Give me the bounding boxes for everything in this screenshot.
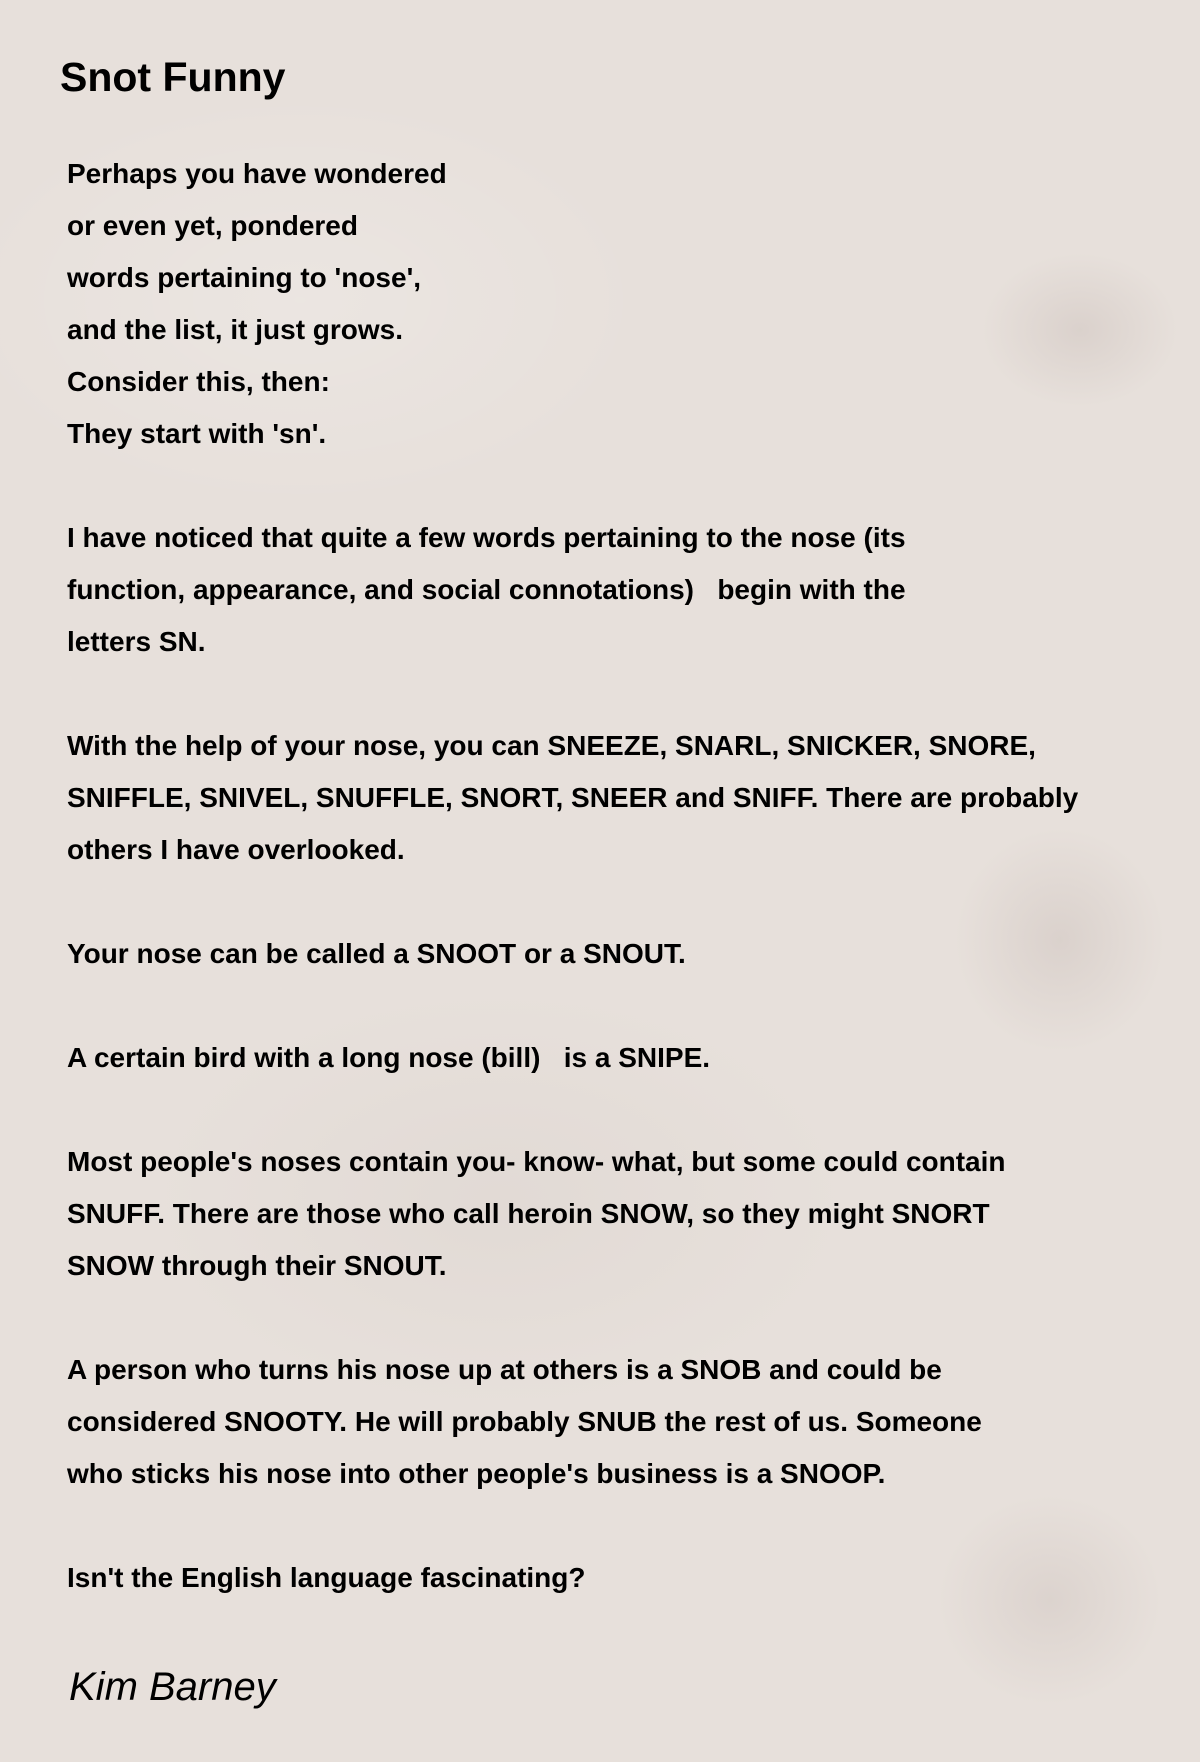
poem-line: Most people's noses contain you- know- what, but some could contain — [67, 1146, 1006, 1177]
poem-line: A certain bird with a long nose (bill) is a SNIPE. — [67, 1042, 711, 1073]
poem-line: They start with 'sn'. — [67, 418, 327, 449]
poem-line — [67, 1500, 1078, 1552]
poem-body — [67, 148, 1078, 1604]
poem-line — [67, 876, 1078, 928]
poem-line — [67, 980, 1078, 1032]
poem-line: and the list, it just grows. — [67, 314, 404, 345]
poem-line: A person who turns his nose up at others is a SNOB and could be — [67, 1354, 942, 1385]
poem-line — [67, 460, 1078, 512]
poem-line: function, appearance, and social connotations) begin with the — [67, 574, 906, 605]
poem-line: words pertaining to 'nose', — [67, 262, 422, 293]
poem-line: Consider this, then: — [67, 366, 330, 397]
poem-line: considered SNOOTY. He will probably SNUB the rest of us. Someone — [67, 1406, 982, 1437]
poem-line: SNIFFLE, SNIVEL, SNUFFLE, SNORT, SNEER and SNIFF. There are probably — [67, 782, 1079, 813]
poem-line: Isn't the English language fascinating? — [67, 1562, 586, 1593]
poem-line: Your nose can be called a SNOOT or a SNOUT. — [67, 938, 686, 969]
poem-line: or even yet, pondered — [67, 210, 358, 241]
poem-line: others I have overlooked. — [67, 834, 405, 865]
poem-line: letters SN. — [67, 626, 206, 657]
poem-author: Kim Barney — [69, 1665, 276, 1709]
poem-line: who sticks his nose into other people's business is a SNOOP. — [67, 1458, 886, 1489]
poem-line: I have noticed that quite a few words pertaining to the nose (its — [67, 522, 906, 553]
poem-title: Snot Funny — [60, 54, 286, 100]
poem-line: Perhaps you have wondered — [67, 158, 447, 189]
poem-line: With the help of your nose, you can SNEEZE, SNARL, SNICKER, SNORE, — [67, 730, 1036, 761]
poem-line: SNUFF. There are those who call heroin SNOW, so they might SNORT — [67, 1198, 990, 1229]
poem-line: SNOW through their SNOUT. — [67, 1250, 447, 1281]
poem-line — [67, 1084, 1078, 1136]
poem-line — [67, 1292, 1078, 1344]
poem-line — [67, 668, 1078, 720]
